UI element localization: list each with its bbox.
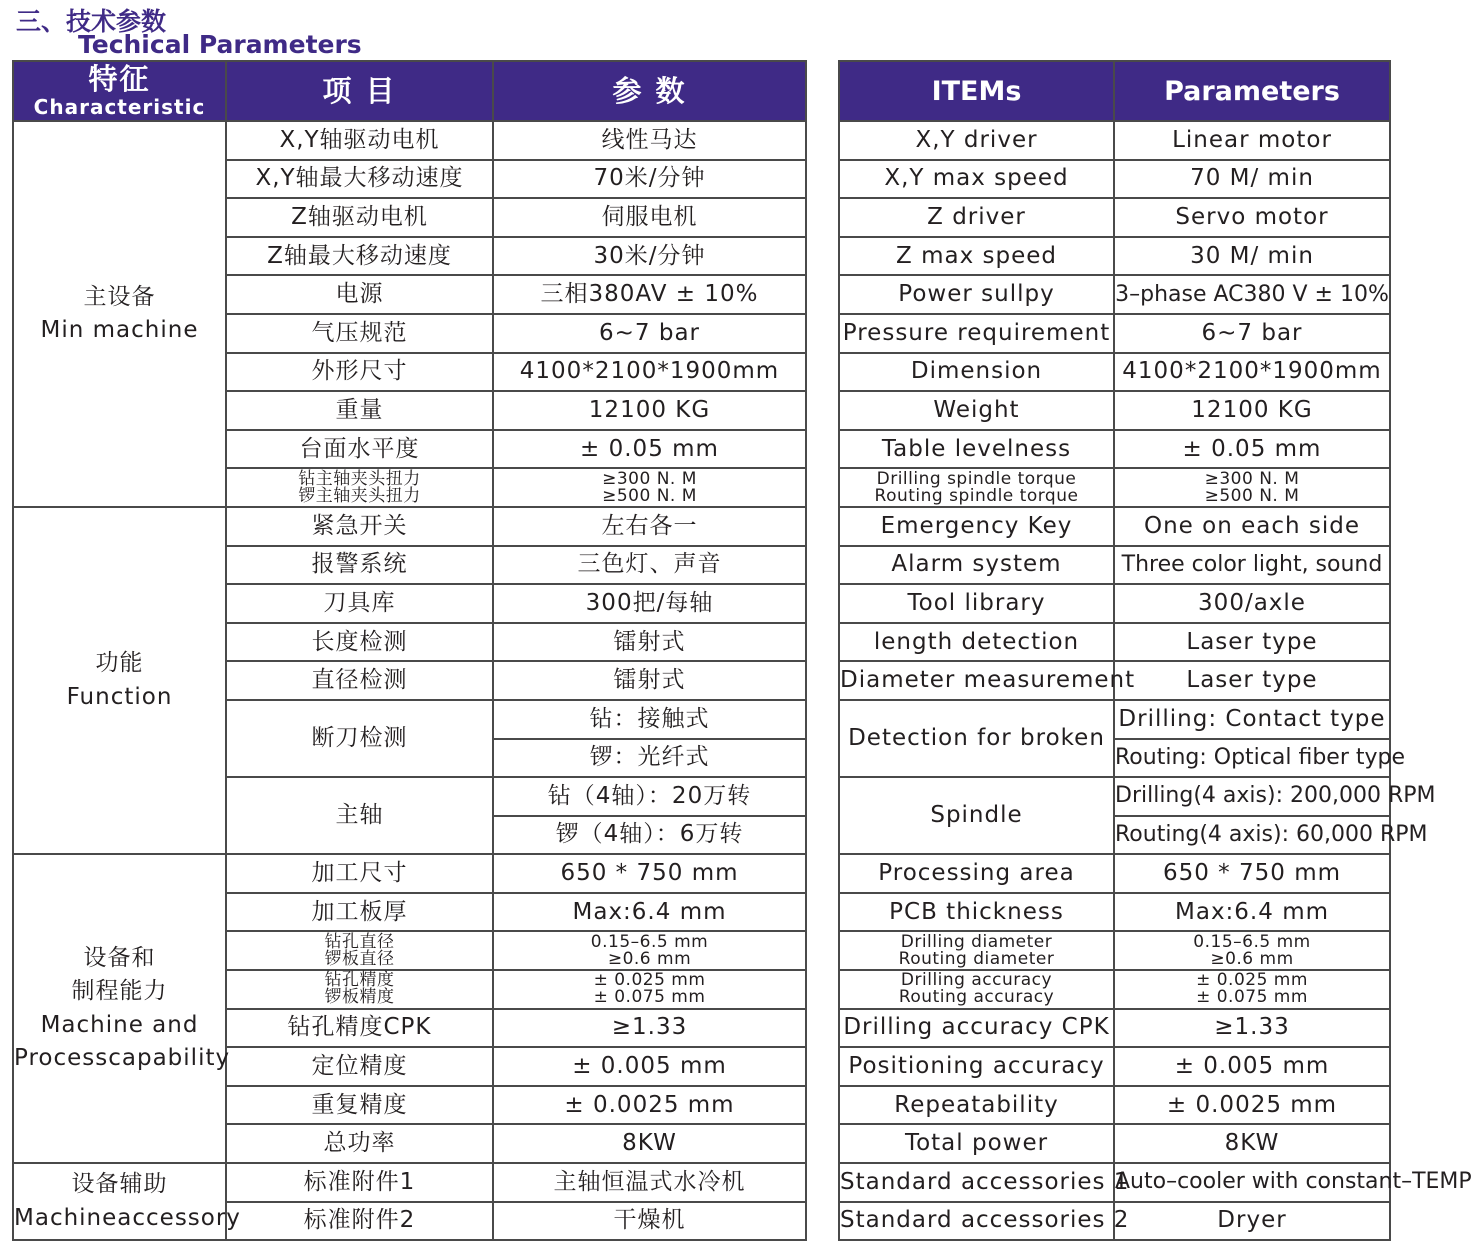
value-line: ± 0.075 mm (1196, 987, 1308, 1008)
table-row (839, 198, 1390, 237)
value-cell: 8KW (1114, 1124, 1390, 1163)
value-cell: 650 * 750 mm (1114, 854, 1390, 893)
category-label: Min machine (40, 316, 199, 343)
item-cell (226, 970, 493, 1009)
item-cell: 加工尺寸 (226, 854, 493, 893)
value-cell: 伺服电机 (493, 198, 806, 237)
value-line: 0.15–6.5 mm (1193, 931, 1311, 952)
table-row (839, 314, 1390, 353)
item-cell: Drilling accuracy CPK (839, 1009, 1114, 1048)
value-cell: 12100 KG (493, 391, 806, 430)
item-cell: 外形尺寸 (226, 353, 493, 392)
value-cell: Three color light, sound (1114, 546, 1390, 585)
value-cell: 锣（4轴）：6万转 (493, 816, 806, 855)
category-label: 功能 (95, 650, 144, 677)
item-cell (839, 468, 1114, 507)
value-line: ± 0.025 mm (593, 970, 706, 991)
item-cell: Processing area (839, 854, 1114, 893)
item-line: Routing accuracy (898, 987, 1055, 1008)
value-cell: Drilling(4 axis): 200,000 RPM (1114, 777, 1390, 816)
value-cell: 6~7 bar (1114, 314, 1390, 353)
category-label: Processcapability (14, 1045, 231, 1071)
value-cell: Dryer (1114, 1202, 1390, 1241)
value-cell (1114, 970, 1390, 1009)
value-cell: Laser type (1114, 623, 1390, 662)
category-label: 设备和 (83, 944, 156, 971)
item-cell: Alarm system (839, 546, 1114, 585)
table-row (839, 275, 1390, 314)
value-cell: ± 0.005 mm (493, 1047, 806, 1086)
value-cell: One on each side (1114, 507, 1390, 546)
header-parameters: Parameters (1114, 61, 1390, 121)
item-cell: Spindle (839, 777, 1114, 854)
item-cell: X,Y max speed (839, 160, 1114, 199)
value-cell: 6~7 bar (493, 314, 806, 353)
value-cell: 钻：接触式 (493, 700, 806, 739)
table-row (839, 507, 1390, 546)
table-row (839, 1009, 1390, 1048)
item-line: 钻孔精度 (324, 970, 395, 991)
value-cell (1114, 931, 1390, 970)
value-line: ≥300 N. M (1204, 468, 1300, 489)
category-capability (13, 854, 231, 1163)
table-row (13, 507, 806, 546)
value-cell (493, 970, 806, 1009)
item-cell (839, 931, 1114, 970)
value-cell: ± 0.005 mm (1114, 1047, 1390, 1086)
item-cell: Power sullpy (839, 275, 1114, 314)
category-main (13, 121, 226, 507)
item-cell: Tool library (839, 584, 1114, 623)
item-line: Routing spindle torque (874, 485, 1079, 506)
item-cell: Weight (839, 391, 1114, 430)
item-cell: 电源 (226, 275, 493, 314)
table-row (839, 237, 1390, 276)
item-cell: 总功率 (226, 1124, 493, 1163)
value-cell: ≥1.33 (1114, 1009, 1390, 1048)
item-cell: Positioning accuracy (839, 1047, 1114, 1086)
item-cell: 重量 (226, 391, 493, 430)
value-cell: Linear motor (1114, 121, 1390, 160)
item-cell: Diameter measurement (839, 661, 1114, 700)
value-cell: Auto–cooler with constant–TEMP (1114, 1163, 1390, 1202)
table-row (839, 160, 1390, 199)
item-cell: X,Y driver (839, 121, 1114, 160)
item-cell: 标准附件2 (226, 1202, 493, 1241)
item-cell: Z轴驱动电机 (226, 198, 493, 237)
value-line: ± 0.025 mm (1196, 970, 1308, 991)
table-row (839, 430, 1390, 469)
item-cell (226, 468, 493, 507)
item-line: 钻主轴夹头扭力 (298, 468, 421, 489)
item-cell: Standard accessories 1 (839, 1163, 1114, 1202)
value-cell: 4100*2100*1900mm (493, 353, 806, 392)
value-line: ≥300 N. M (602, 468, 697, 489)
category-label: 制程能力 (71, 978, 168, 1005)
item-cell: Table levelness (839, 430, 1114, 469)
item-line: 锣板精度 (324, 987, 395, 1008)
value-cell: ± 0.0025 mm (493, 1086, 806, 1125)
item-cell: Z轴最大移动速度 (226, 237, 493, 276)
item-cell (226, 931, 493, 970)
value-cell: Max:6.4 mm (493, 893, 806, 932)
value-cell: ≥1.33 (493, 1009, 806, 1048)
category-label: Machineaccessory (14, 1204, 241, 1231)
heading-en: Techical Parameters (78, 30, 362, 59)
item-line: Drilling accuracy (900, 970, 1053, 991)
item-cell: 紧急开关 (226, 507, 493, 546)
item-cell: 报警系统 (226, 546, 493, 585)
table-row (839, 1086, 1390, 1125)
category-accessory (13, 1163, 241, 1240)
header-param: 参 数 (493, 61, 806, 121)
value-cell (493, 468, 806, 507)
value-cell: Routing(4 axis): 60,000 RPM (1114, 816, 1390, 855)
item-cell: Detection for broken (839, 700, 1114, 777)
table-row (839, 931, 1390, 970)
table-row (839, 121, 1390, 160)
value-cell: ± 0.05 mm (1114, 430, 1390, 469)
value-cell: 30米/分钟 (493, 237, 806, 276)
item-cell: Z max speed (839, 237, 1114, 276)
item-cell: 长度检测 (226, 623, 493, 662)
category-function (13, 507, 226, 854)
item-cell (839, 970, 1114, 1009)
category-label: Machine and (40, 1011, 199, 1038)
english-parameter-table (838, 60, 1472, 1241)
item-cell: X,Y轴驱动电机 (226, 121, 493, 160)
item-cell: 标准附件1 (226, 1163, 493, 1202)
header-characteristic-cn: 特征 (88, 62, 151, 96)
item-line: 锣主轴夹头扭力 (298, 485, 421, 506)
table-row (839, 893, 1390, 932)
table-row (839, 1202, 1390, 1241)
value-cell: ± 0.05 mm (493, 430, 806, 469)
table-row (839, 468, 1390, 507)
item-cell: 钻孔精度CPK (226, 1009, 493, 1048)
item-line: Drilling diameter (900, 931, 1053, 952)
value-cell: 70 M/ min (1114, 160, 1390, 199)
value-line: ≥0.6 mm (1210, 948, 1294, 969)
value-cell: 钻（4轴）：20万转 (493, 777, 806, 816)
value-cell: 三相380AV ± 10% (493, 275, 806, 314)
table-row (839, 546, 1390, 585)
item-line: 锣板直径 (324, 948, 395, 969)
item-cell: length detection (839, 623, 1114, 662)
value-cell: Routing: Optical fiber type (1114, 739, 1390, 778)
table-row (839, 970, 1390, 1009)
category-label: Function (66, 683, 173, 710)
header-characteristic (13, 61, 226, 121)
value-cell: 线性马达 (493, 121, 806, 160)
item-cell: 台面水平度 (226, 430, 493, 469)
right-table-body (839, 121, 1472, 1240)
table-row (839, 1124, 1390, 1163)
item-line: Routing diameter (898, 948, 1055, 969)
table-row (839, 1163, 1390, 1202)
value-cell (493, 931, 806, 970)
table-row (13, 1163, 806, 1202)
value-cell: 650 * 750 mm (493, 854, 806, 893)
value-cell: 70米/分钟 (493, 160, 806, 199)
value-line: ≥500 N. M (1204, 485, 1300, 506)
item-cell: 气压规范 (226, 314, 493, 353)
item-line: Drilling spindle torque (876, 468, 1077, 489)
value-cell: 三色灯、声音 (493, 546, 806, 585)
value-line: ± 0.075 mm (593, 987, 706, 1008)
value-cell: 镭射式 (493, 661, 806, 700)
left-table-body (13, 121, 806, 1240)
item-cell: 主轴 (226, 777, 493, 854)
item-line: 钻孔直径 (324, 931, 395, 952)
table-row (839, 700, 1390, 739)
item-cell: 直径检测 (226, 661, 493, 700)
item-cell: 重复精度 (226, 1086, 493, 1125)
table-row (839, 854, 1390, 893)
item-cell: Standard accessories 2 (839, 1202, 1114, 1241)
value-cell: Servo motor (1114, 198, 1390, 237)
item-cell: Emergency Key (839, 507, 1114, 546)
value-cell: 左右各一 (493, 507, 806, 546)
chinese-parameter-table (12, 60, 807, 1241)
value-cell: 镭射式 (493, 623, 806, 662)
value-cell (1114, 468, 1390, 507)
value-cell: Max:6.4 mm (1114, 893, 1390, 932)
item-cell: 定位精度 (226, 1047, 493, 1086)
table-row (839, 584, 1390, 623)
item-cell: PCB thickness (839, 893, 1114, 932)
item-cell: Dimension (839, 353, 1114, 392)
table-row (13, 121, 806, 160)
value-line: 0.15–6.5 mm (590, 931, 709, 952)
item-cell: Pressure requirement (839, 314, 1114, 353)
value-cell: 4100*2100*1900mm (1114, 353, 1390, 392)
table-row (839, 353, 1390, 392)
value-cell: ± 0.0025 mm (1114, 1086, 1390, 1125)
header-item: 项 目 (226, 61, 493, 121)
item-cell: 断刀检测 (226, 700, 493, 777)
item-cell: Z driver (839, 198, 1114, 237)
heading-cn: 三、技术参数 (16, 7, 167, 36)
value-cell: 8KW (493, 1124, 806, 1163)
value-line: ≥0.6 mm (607, 948, 692, 969)
value-line: ≥500 N. M (602, 485, 697, 506)
value-cell: 锣：光纤式 (493, 739, 806, 778)
table-row (839, 1047, 1390, 1086)
header-characteristic-en: Characteristic (33, 95, 206, 119)
value-cell: Laser type (1114, 661, 1390, 700)
item-cell: 刀具库 (226, 584, 493, 623)
table-row (13, 854, 806, 893)
item-cell: Total power (839, 1124, 1114, 1163)
header-items: ITEMs (839, 61, 1114, 121)
value-cell: 300/axle (1114, 584, 1390, 623)
value-cell: 3–phase AC380 V ± 10% (1114, 275, 1390, 314)
item-cell: 加工板厚 (226, 893, 493, 932)
value-cell: 主轴恒温式水冷机 (493, 1163, 806, 1202)
item-cell: X,Y轴最大移动速度 (226, 160, 493, 199)
value-cell: 30 M/ min (1114, 237, 1390, 276)
category-label: 设备辅助 (71, 1171, 168, 1198)
table-row (839, 777, 1390, 816)
value-cell: 干燥机 (493, 1202, 806, 1241)
table-row (839, 661, 1390, 700)
table-row (839, 623, 1390, 662)
category-label: 主设备 (83, 283, 156, 310)
value-cell: 12100 KG (1114, 391, 1390, 430)
item-cell: Repeatability (839, 1086, 1114, 1125)
value-cell: Drilling: Contact type (1114, 700, 1390, 739)
table-row (839, 391, 1390, 430)
value-cell: 300把/每轴 (493, 584, 806, 623)
